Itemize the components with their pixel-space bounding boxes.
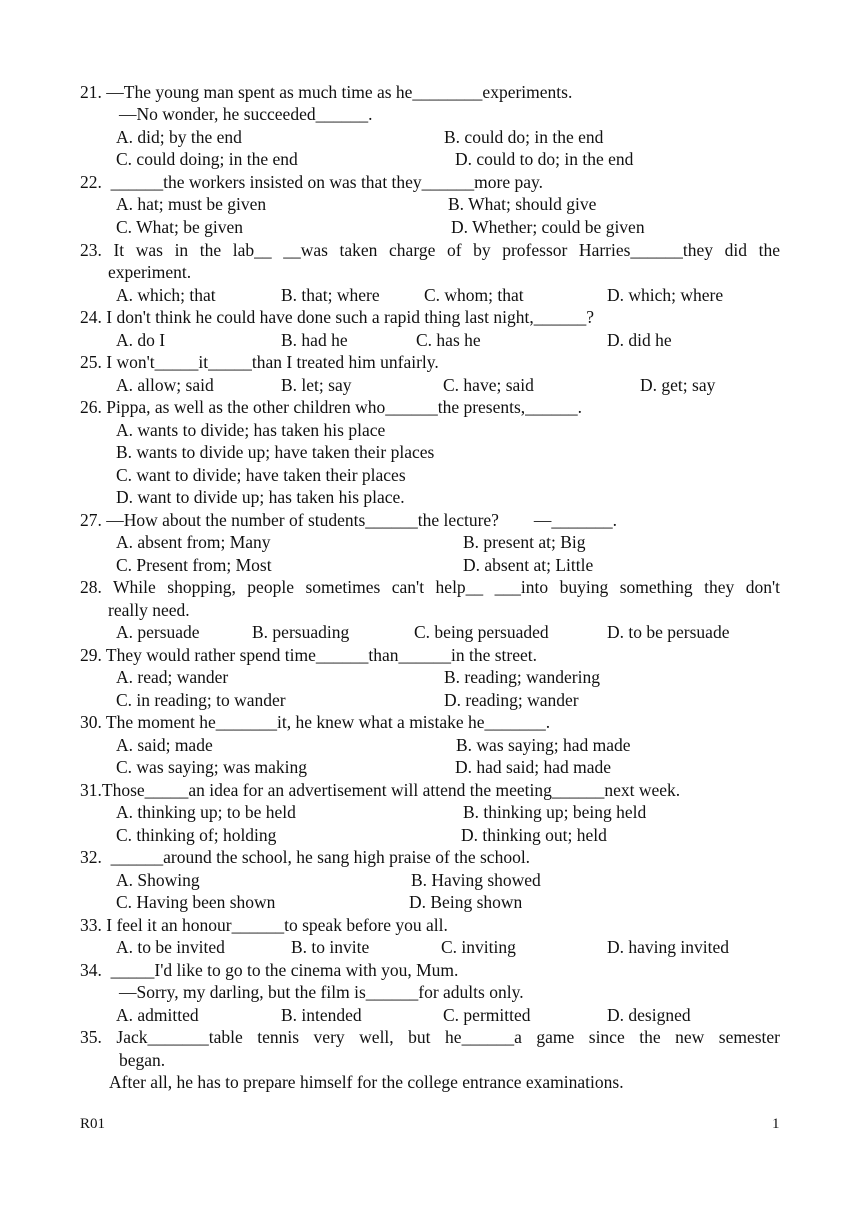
- question-25-option-b: B. let; say: [281, 375, 352, 395]
- question-25-stem: 25. I won't_____it_____than I treated him unfairly.: [80, 352, 439, 372]
- question-25-option-a: A. allow; said: [116, 375, 214, 395]
- question-23-option-c: C. whom; that: [424, 285, 524, 305]
- question-35-stem-continued: began.: [119, 1050, 166, 1070]
- question-28-option-a: A. persuade: [116, 622, 200, 642]
- question-22-option-b: B. What; should give: [448, 194, 597, 214]
- question-22-stem: 22. ______the workers insisted on was that they______more pay.: [80, 172, 544, 192]
- question-27-option-b: B. present at; Big: [463, 532, 586, 552]
- question-29-option-a: A. read; wander: [116, 667, 229, 687]
- question-33-option-c: C. inviting: [441, 937, 516, 957]
- question-33-option-a: A. to be invited: [116, 937, 225, 957]
- question-34-stem: 34. _____I'd like to go to the cinema with you, Mum.: [80, 960, 459, 980]
- question-27-stem: 27. —How about the number of students______the lecture? —_______.: [80, 510, 618, 530]
- question-26-option-d: D. want to divide up; has taken his place.: [116, 487, 405, 507]
- question-33-option-b: B. to invite: [291, 937, 370, 957]
- question-30-option-d: D. had said; had made: [455, 757, 611, 777]
- question-24-option-b: B. had he: [281, 330, 348, 350]
- question-23-stem: 23. It was in the lab__ __was taken charge of by professor Harries______they did the: [80, 240, 780, 260]
- question-31-option-d: D. thinking out; held: [461, 825, 607, 845]
- page-number: 1: [772, 1116, 780, 1132]
- question-24-option-a: A. do I: [116, 330, 166, 350]
- question-29-option-b: B. reading; wandering: [444, 667, 600, 687]
- question-32-option-a: A. Showing: [116, 870, 200, 890]
- question-26-option-a: A. wants to divide; has taken his place: [116, 420, 386, 440]
- question-24-option-d: D. did he: [607, 330, 672, 350]
- question-32-option-c: C. Having been shown: [116, 892, 276, 912]
- question-32-stem: 32. ______around the school, he sang high praise of the school.: [80, 847, 531, 867]
- question-26-option-c: C. want to divide; have taken their places: [116, 465, 406, 485]
- question-32-option-b: B. Having showed: [411, 870, 541, 890]
- question-28-option-d: D. to be persuade: [607, 622, 730, 642]
- question-34-option-b: B. intended: [281, 1005, 362, 1025]
- question-30-option-c: C. was saying; was making: [116, 757, 308, 777]
- question-23-option-a: A. which; that: [116, 285, 216, 305]
- question-21-option-d: D. could to do; in the end: [455, 149, 634, 169]
- question-27-option-a: A. absent from; Many: [116, 532, 271, 552]
- question-21-option-a: A. did; by the end: [116, 127, 242, 147]
- question-28-stem: 28. While shopping, people sometimes can't help__ ___into buying something they don't: [80, 577, 780, 597]
- question-28-option-b: B. persuading: [252, 622, 350, 642]
- question-33-option-d: D. having invited: [607, 937, 729, 957]
- question-31-option-a: A. thinking up; to be held: [116, 802, 296, 822]
- question-33-stem: 33. I feel it an honour______to speak before you all.: [80, 915, 448, 935]
- question-21-response: —No wonder, he succeeded______.: [119, 104, 373, 124]
- question-22-option-c: C. What; be given: [116, 217, 244, 237]
- question-24-stem: 24. I don't think he could have done such a rapid thing last night,______?: [80, 307, 594, 327]
- question-29-option-c: C. in reading; to wander: [116, 690, 286, 710]
- question-21-stem: 21. —The young man spent as much time as he________experiments.: [80, 82, 573, 102]
- question-29-option-d: D. reading; wander: [444, 690, 579, 710]
- question-31-stem: 31.Those_____an idea for an advertisement will attend the meeting______next week.: [80, 780, 681, 800]
- question-27-option-c: C. Present from; Most: [116, 555, 272, 575]
- question-25-option-c: C. have; said: [443, 375, 534, 395]
- question-26-stem: 26. Pippa, as well as the other children who______the presents,______.: [80, 397, 583, 417]
- question-30-stem: 30. The moment he_______it, he knew what a mistake he_______.: [80, 712, 551, 732]
- question-23-option-d: D. which; where: [607, 285, 724, 305]
- question-28-option-c: C. being persuaded: [414, 622, 549, 642]
- question-35-note: After all, he has to prepare himself for the college entrance examinations.: [109, 1072, 624, 1092]
- question-34-option-d: D. designed: [607, 1005, 691, 1025]
- question-26-option-b: B. wants to divide up; have taken their places: [116, 442, 435, 462]
- footer-code: R01: [80, 1116, 106, 1132]
- question-23-stem-continued: experiment.: [108, 262, 192, 282]
- question-27-option-d: D. absent at; Little: [463, 555, 594, 575]
- question-30-option-b: B. was saying; had made: [456, 735, 631, 755]
- question-28-stem-continued: really need.: [108, 600, 190, 620]
- question-34-option-a: A. admitted: [116, 1005, 199, 1025]
- question-34-response: —Sorry, my darling, but the film is______for adults only.: [119, 982, 524, 1002]
- question-25-option-d: D. get; say: [640, 375, 716, 395]
- question-30-option-a: A. said; made: [116, 735, 213, 755]
- question-22-option-a: A. hat; must be given: [116, 194, 267, 214]
- question-24-option-c: C. has he: [416, 330, 481, 350]
- question-23-option-b: B. that; where: [281, 285, 380, 305]
- question-29-stem: 29. They would rather spend time______than______in the street.: [80, 645, 538, 665]
- question-35-stem: 35. Jack_______table tennis very well, but he______a game since the new semester: [80, 1027, 780, 1047]
- question-21-option-b: B. could do; in the end: [444, 127, 604, 147]
- question-21-option-c: C. could doing; in the end: [116, 149, 298, 169]
- question-22-option-d: D. Whether; could be given: [451, 217, 645, 237]
- question-32-option-d: D. Being shown: [409, 892, 523, 912]
- question-31-option-c: C. thinking of; holding: [116, 825, 277, 845]
- question-31-option-b: B. thinking up; being held: [463, 802, 647, 822]
- question-34-option-c: C. permitted: [443, 1005, 531, 1025]
